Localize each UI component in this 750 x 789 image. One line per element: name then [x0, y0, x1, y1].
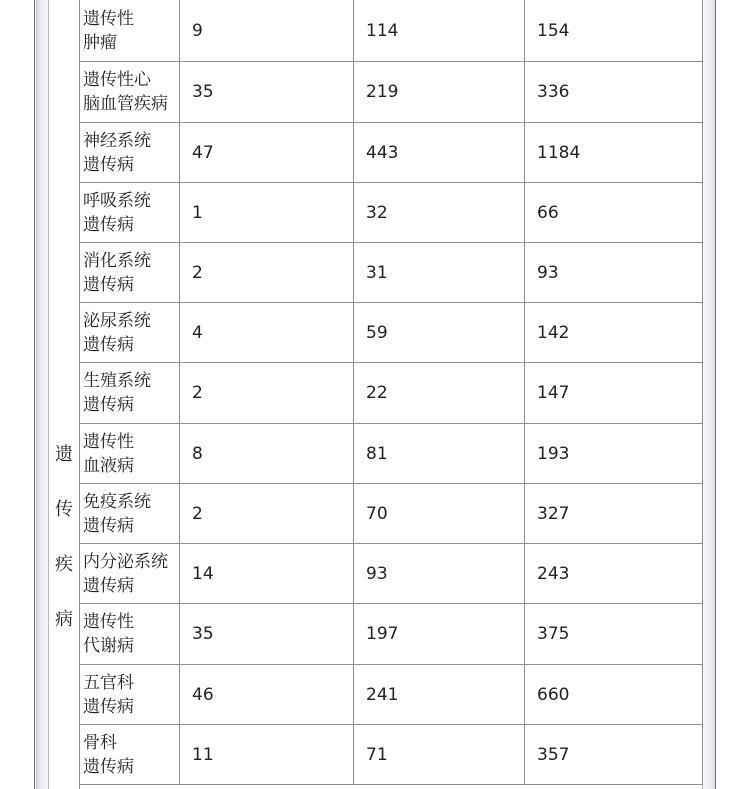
category-label	[49, 440, 79, 660]
disease-name-cell	[79, 544, 180, 604]
disease-name-line: 遗传病	[83, 395, 134, 415]
disease-name-line: 血液病	[83, 455, 134, 476]
value-cell-1: 1	[180, 183, 354, 243]
disease-name-cell	[79, 363, 180, 424]
value-cell-1: 35	[180, 62, 354, 123]
category-char: 遗	[55, 444, 73, 465]
table-row	[79, 424, 703, 484]
category-char: 传	[55, 499, 73, 520]
table-row	[79, 363, 703, 424]
disease-name-line: 遗传病	[83, 274, 134, 295]
value-cell-1: 47	[180, 123, 354, 183]
value-cell-1: 14	[180, 544, 354, 604]
disease-name-cell	[79, 484, 180, 544]
disease-name-line: 遗传病	[83, 696, 134, 717]
value-cell-3: 357	[525, 725, 703, 785]
disease-name-cell	[79, 725, 180, 785]
value-cell-3: 154	[525, 0, 703, 62]
table-row	[79, 62, 703, 123]
value-cell-3: 660	[525, 665, 703, 725]
table-body	[79, 0, 703, 785]
value-cell-2: 443	[354, 123, 525, 183]
value-cell-2: 197	[354, 604, 525, 665]
table-row	[79, 303, 703, 363]
value-cell-1: 11	[180, 725, 354, 785]
value-cell-2: 93	[354, 544, 525, 604]
page-frame-right-edge	[715, 0, 716, 789]
disease-name-line: 遗传病	[83, 154, 134, 175]
disease-name-line: 骨科	[83, 732, 117, 753]
disease-name-line: 消化系统	[83, 250, 151, 271]
value-cell-2: 22	[354, 363, 525, 424]
value-cell-2: 71	[354, 725, 525, 785]
disease-name-line: 呼吸系统	[83, 190, 151, 211]
value-cell-1: 46	[180, 665, 354, 725]
value-cell-2: 59	[354, 303, 525, 363]
value-cell-1: 9	[180, 0, 354, 62]
disease-name-line: 内分泌系统	[83, 551, 168, 572]
value-cell-3: 193	[525, 424, 703, 484]
value-cell-2: 81	[354, 424, 525, 484]
table-row	[79, 243, 703, 303]
value-cell-1: 35	[180, 604, 354, 665]
disease-name-line: 神经系统	[83, 130, 151, 151]
disease-name-line: 五官科	[83, 672, 134, 693]
value-cell-1: 2	[180, 484, 354, 544]
disease-name-line: 遗传性	[83, 431, 134, 452]
disease-name-cell	[79, 665, 180, 725]
disease-name-line: 生殖系统	[83, 371, 151, 391]
disease-name-cell	[79, 62, 180, 123]
table-row	[79, 484, 703, 544]
disease-name-line: 遗传性	[83, 612, 134, 632]
disease-name-line: 遗传病	[83, 214, 134, 235]
page-frame-left-edge	[34, 0, 35, 789]
value-cell-2: 114	[354, 0, 525, 62]
category-char: 疾	[55, 554, 73, 575]
value-cell-3: 93	[525, 243, 703, 303]
value-cell-2: 70	[354, 484, 525, 544]
table-row	[79, 544, 703, 604]
value-cell-3: 336	[525, 62, 703, 123]
table-row	[79, 123, 703, 183]
value-cell-3: 142	[525, 303, 703, 363]
table-row	[79, 183, 703, 243]
disease-name-cell	[79, 123, 180, 183]
value-cell-3: 66	[525, 183, 703, 243]
disease-name-line: 遗传病	[83, 334, 134, 355]
table-row	[79, 0, 703, 62]
disease-name-line: 遗传性	[83, 9, 134, 29]
disease-name-cell	[79, 243, 180, 303]
disease-name-line: 肿瘤	[83, 33, 117, 53]
disease-name-line: 脑血管疾病	[83, 94, 168, 114]
value-cell-3: 1184	[525, 123, 703, 183]
disease-name-line: 遗传病	[83, 515, 134, 536]
category-column	[49, 0, 80, 789]
value-cell-2: 219	[354, 62, 525, 123]
disease-name-line: 代谢病	[83, 636, 134, 656]
value-cell-2: 31	[354, 243, 525, 303]
value-cell-3: 327	[525, 484, 703, 544]
value-cell-1: 2	[180, 363, 354, 424]
disease-name-line: 泌尿系统	[83, 310, 151, 331]
disease-name-line: 遗传病	[83, 756, 134, 777]
value-cell-3: 147	[525, 363, 703, 424]
value-cell-1: 8	[180, 424, 354, 484]
value-cell-2: 32	[354, 183, 525, 243]
disease-name-line: 免疫系统	[83, 491, 151, 512]
disease-name-cell	[79, 303, 180, 363]
table-row	[79, 604, 703, 665]
value-cell-3: 375	[525, 604, 703, 665]
table-row	[79, 665, 703, 725]
disease-name-cell	[79, 424, 180, 484]
value-cell-3: 243	[525, 544, 703, 604]
category-char: 病	[55, 609, 73, 630]
disease-name-line: 遗传病	[83, 575, 134, 596]
value-cell-1: 2	[180, 243, 354, 303]
table-row	[79, 725, 703, 785]
value-cell-1: 4	[180, 303, 354, 363]
disease-name-cell	[79, 183, 180, 243]
disease-name-line: 遗传性心	[83, 70, 151, 90]
disease-statistics-table	[79, 0, 703, 785]
value-cell-2: 241	[354, 665, 525, 725]
disease-name-cell	[79, 0, 180, 62]
disease-name-cell	[79, 604, 180, 665]
